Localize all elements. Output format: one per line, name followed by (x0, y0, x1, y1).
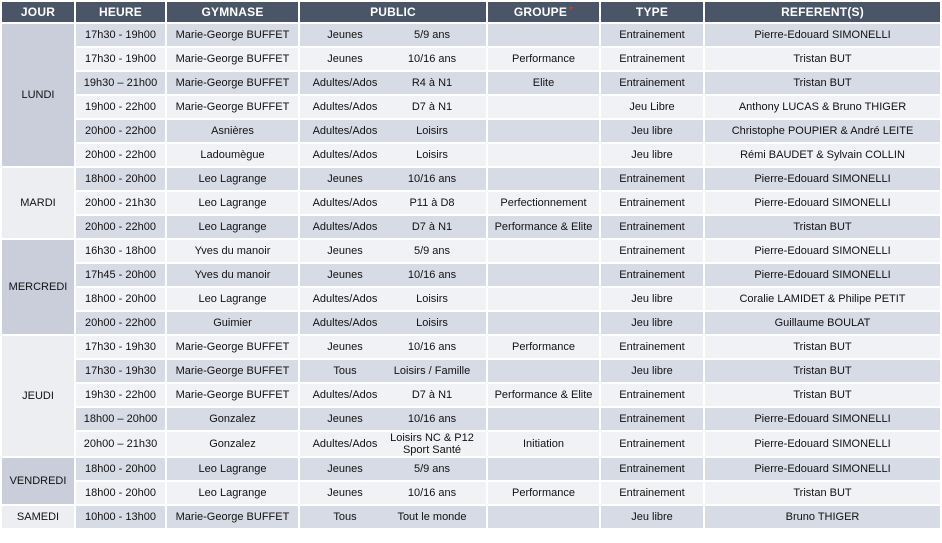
type-cell: Entrainement (601, 192, 703, 214)
groupe-cell (488, 312, 599, 334)
referents-cell: Pierre-Edouard SIMONELLI (705, 432, 940, 456)
public-cell (300, 192, 486, 214)
groupe-cell: Performance (488, 336, 599, 358)
type-cell: Jeu libre (601, 144, 703, 166)
groupe-cell (488, 288, 599, 310)
referents-cell: Tristan BUT (705, 384, 940, 406)
public-level: P11 à D8 (409, 197, 455, 209)
table-row (2, 458, 940, 480)
public-cell (300, 168, 486, 190)
public-cell-wrap (302, 120, 484, 142)
gymnase-cell: Marie-George BUFFET (167, 506, 298, 528)
header-jour: JOUR (2, 2, 74, 22)
type-cell: Entrainement (601, 216, 703, 238)
public-level: 5/9 ans (413, 245, 451, 257)
groupe-cell: Perfectionnement (488, 192, 599, 214)
public-cell (300, 408, 486, 430)
heure-cell: 17h30 - 19h00 (76, 48, 165, 70)
public-cell-wrap (302, 384, 484, 406)
table-row (2, 506, 940, 528)
type-cell: Entrainement (601, 458, 703, 480)
groupe-cell (488, 240, 599, 262)
referents-cell: Pierre-Edouard SIMONELLI (705, 192, 940, 214)
gymnase-cell: Marie-George BUFFET (167, 24, 298, 46)
header-groupe-label: GROUPE (513, 5, 568, 19)
gymnase-cell: Leo Lagrange (167, 458, 298, 480)
table-row (2, 168, 940, 190)
header-gymnase: GYMNASE (167, 2, 298, 22)
public-cell-wrap (302, 216, 484, 238)
public-cell (300, 240, 486, 262)
groupe-footnote-mark: * (569, 5, 574, 16)
day-cell: MARDI (2, 168, 74, 238)
table-row (2, 48, 940, 70)
referents-cell: Anthony LUCAS & Bruno THIGER (705, 96, 940, 118)
heure-cell: 17h30 - 19h00 (76, 24, 165, 46)
type-cell: Entrainement (601, 408, 703, 430)
table-row (2, 120, 940, 142)
groupe-cell: Performance (488, 482, 599, 504)
referents-cell: Pierre-Edouard SIMONELLI (705, 168, 940, 190)
groupe-cell (488, 506, 599, 528)
type-cell: Entrainement (601, 384, 703, 406)
groupe-cell: Performance (488, 48, 599, 70)
gymnase-cell: Gonzalez (167, 432, 298, 456)
heure-cell: 17h45 - 20h00 (76, 264, 165, 286)
public-audience: Adultes/Ados (312, 389, 378, 401)
public-cell-wrap (302, 506, 484, 528)
groupe-cell: Elite (488, 72, 599, 94)
header-row (2, 2, 940, 22)
public-cell-wrap (302, 458, 484, 480)
gymnase-cell: Leo Lagrange (167, 168, 298, 190)
public-audience: Adultes/Ados (312, 221, 378, 233)
public-audience: Jeunes (327, 413, 363, 425)
gymnase-cell: Leo Lagrange (167, 216, 298, 238)
groupe-cell (488, 458, 599, 480)
type-cell: Jeu libre (601, 312, 703, 334)
public-cell-wrap (302, 96, 484, 118)
public-cell-wrap (302, 360, 484, 382)
gymnase-cell: Asnières (167, 120, 298, 142)
public-level: D7 à N1 (411, 221, 453, 233)
public-audience: Adultes/Ados (312, 438, 378, 450)
referents-cell: Rémi BAUDET & Sylvain COLLIN (705, 144, 940, 166)
public-cell (300, 264, 486, 286)
referents-cell: Christophe POUPIER & André LEITE (705, 120, 940, 142)
public-level: Tout le monde (397, 511, 467, 523)
public-audience: Jeunes (327, 269, 363, 281)
heure-cell: 18h00 – 20h00 (76, 408, 165, 430)
heure-cell: 20h00 - 21h30 (76, 192, 165, 214)
table-row (2, 96, 940, 118)
public-cell (300, 72, 486, 94)
public-cell-wrap (302, 72, 484, 94)
header-groupe (488, 2, 599, 22)
groupe-cell (488, 24, 599, 46)
day-cell: JEUDI (2, 336, 74, 456)
public-audience: Adultes/Ados (312, 77, 378, 89)
gymnase-cell: Marie-George BUFFET (167, 48, 298, 70)
public-cell (300, 48, 486, 70)
heure-cell: 16h30 - 18h00 (76, 240, 165, 262)
public-level: Loisirs (416, 293, 448, 305)
public-cell (300, 120, 486, 142)
public-audience: Jeunes (327, 53, 363, 65)
type-cell: Entrainement (601, 240, 703, 262)
referents-cell: Pierre-Edouard SIMONELLI (705, 24, 940, 46)
public-cell-wrap (302, 288, 484, 310)
public-level: 10/16 ans (407, 341, 457, 353)
day-cell: SAMEDI (2, 506, 74, 528)
referents-cell: Guillaume BOULAT (705, 312, 940, 334)
groupe-cell (488, 168, 599, 190)
referents-cell: Tristan BUT (705, 48, 940, 70)
public-cell-wrap (302, 408, 484, 430)
heure-cell: 18h00 - 20h00 (76, 482, 165, 504)
public-level: Loisirs NC & P12 Sport Santé (390, 432, 474, 456)
referents-cell: Tristan BUT (705, 360, 940, 382)
type-cell: Entrainement (601, 482, 703, 504)
public-cell (300, 144, 486, 166)
heure-cell: 18h00 - 20h00 (76, 168, 165, 190)
gymnase-cell: Marie-George BUFFET (167, 360, 298, 382)
public-audience: Jeunes (327, 245, 363, 257)
public-cell (300, 506, 486, 528)
type-cell: Entrainement (601, 48, 703, 70)
public-level: 10/16 ans (407, 53, 457, 65)
table-row (2, 336, 940, 358)
groupe-cell (488, 408, 599, 430)
gymnase-cell: Gonzalez (167, 408, 298, 430)
type-cell: Jeu Libre (601, 96, 703, 118)
heure-cell: 20h00 - 22h00 (76, 144, 165, 166)
public-level: 10/16 ans (407, 487, 457, 499)
public-audience: Jeunes (327, 341, 363, 353)
heure-cell: 19h30 – 21h00 (76, 72, 165, 94)
heure-cell: 19h00 - 22h00 (76, 96, 165, 118)
gymnase-cell: Yves du manoir (167, 240, 298, 262)
public-level: Loisirs (416, 317, 448, 329)
public-cell (300, 458, 486, 480)
gymnase-cell: Leo Lagrange (167, 192, 298, 214)
public-cell (300, 384, 486, 406)
referents-cell: Tristan BUT (705, 72, 940, 94)
public-level: R4 à N1 (411, 77, 453, 89)
public-level: Loisirs (416, 149, 448, 161)
referents-cell: Tristan BUT (705, 482, 940, 504)
table-row (2, 482, 940, 504)
public-cell (300, 288, 486, 310)
type-cell: Jeu libre (601, 506, 703, 528)
groupe-cell: Performance & Elite (488, 384, 599, 406)
gymnase-cell: Yves du manoir (167, 264, 298, 286)
groupe-cell (488, 96, 599, 118)
public-level: 5/9 ans (413, 463, 451, 475)
type-cell: Entrainement (601, 168, 703, 190)
table-row (2, 264, 940, 286)
public-cell-wrap (302, 312, 484, 334)
groupe-cell: Performance & Elite (488, 216, 599, 238)
type-cell: Entrainement (601, 432, 703, 456)
public-cell (300, 482, 486, 504)
public-cell-wrap (302, 432, 484, 456)
public-audience: Jeunes (327, 463, 363, 475)
heure-cell: 18h00 - 20h00 (76, 288, 165, 310)
public-audience: Jeunes (327, 29, 363, 41)
gymnase-cell: Ladoumègue (167, 144, 298, 166)
type-cell: Entrainement (601, 336, 703, 358)
public-cell-wrap (302, 168, 484, 190)
day-cell: MERCREDI (2, 240, 74, 334)
groupe-cell (488, 360, 599, 382)
public-audience: Tous (333, 365, 357, 377)
public-audience: Jeunes (327, 173, 363, 185)
public-level: 5/9 ans (413, 29, 451, 41)
table-row (2, 312, 940, 334)
groupe-cell (488, 144, 599, 166)
public-level: 10/16 ans (407, 173, 457, 185)
referents-cell: Pierre-Edouard SIMONELLI (705, 240, 940, 262)
referents-cell: Tristan BUT (705, 216, 940, 238)
public-audience: Adultes/Ados (312, 101, 378, 113)
table-row (2, 72, 940, 94)
public-cell (300, 432, 486, 456)
groupe-cell (488, 264, 599, 286)
table-row (2, 144, 940, 166)
public-audience: Adultes/Ados (312, 197, 378, 209)
referents-cell: Pierre-Edouard SIMONELLI (705, 264, 940, 286)
heure-cell: 10h00 - 13h00 (76, 506, 165, 528)
header-referents: REFERENT(S) (705, 2, 940, 22)
type-cell: Jeu libre (601, 360, 703, 382)
type-cell: Jeu libre (601, 120, 703, 142)
public-cell-wrap (302, 240, 484, 262)
day-cell: LUNDI (2, 24, 74, 166)
public-cell-wrap (302, 144, 484, 166)
gymnase-cell: Leo Lagrange (167, 482, 298, 504)
heure-cell: 20h00 - 22h00 (76, 312, 165, 334)
heure-cell: 17h30 - 19h30 (76, 360, 165, 382)
groupe-cell: Initiation (488, 432, 599, 456)
public-cell-wrap (302, 48, 484, 70)
public-audience: Adultes/Ados (312, 317, 378, 329)
table-row (2, 432, 940, 456)
day-cell: VENDREDI (2, 458, 74, 504)
public-cell-wrap (302, 264, 484, 286)
header-heure: HEURE (76, 2, 165, 22)
schedule-body (2, 24, 940, 528)
public-level: D7 à N1 (411, 389, 453, 401)
public-level: 10/16 ans (407, 413, 457, 425)
table-row (2, 360, 940, 382)
public-audience: Adultes/Ados (312, 293, 378, 305)
public-cell (300, 24, 486, 46)
public-audience: Adultes/Ados (312, 125, 378, 137)
public-level: 10/16 ans (407, 269, 457, 281)
heure-cell: 20h00 - 22h00 (76, 120, 165, 142)
table-row (2, 216, 940, 238)
public-cell (300, 336, 486, 358)
heure-cell: 19h30 - 22h00 (76, 384, 165, 406)
type-cell: Entrainement (601, 264, 703, 286)
table-row (2, 384, 940, 406)
table-row (2, 192, 940, 214)
public-cell (300, 96, 486, 118)
table-row (2, 288, 940, 310)
table-row (2, 408, 940, 430)
public-cell (300, 312, 486, 334)
referents-cell: Pierre-Edouard SIMONELLI (705, 408, 940, 430)
gymnase-cell: Marie-George BUFFET (167, 72, 298, 94)
public-level: Loisirs (416, 125, 448, 137)
referents-cell: Coralie LAMIDET & Philipe PETIT (705, 288, 940, 310)
gymnase-cell: Marie-George BUFFET (167, 336, 298, 358)
gymnase-cell: Guimier (167, 312, 298, 334)
header-type: TYPE (601, 2, 703, 22)
public-cell (300, 360, 486, 382)
heure-cell: 20h00 – 21h30 (76, 432, 165, 456)
table-row (2, 240, 940, 262)
type-cell: Entrainement (601, 72, 703, 94)
groupe-cell (488, 120, 599, 142)
public-audience: Tous (333, 511, 357, 523)
public-level: D7 à N1 (411, 101, 453, 113)
public-audience: Jeunes (327, 487, 363, 499)
referents-cell: Tristan BUT (705, 336, 940, 358)
header-public: PUBLIC (300, 2, 486, 22)
heure-cell: 20h00 - 22h00 (76, 216, 165, 238)
gymnase-cell: Leo Lagrange (167, 288, 298, 310)
public-cell (300, 216, 486, 238)
public-audience: Adultes/Ados (312, 149, 378, 161)
public-cell-wrap (302, 192, 484, 214)
public-cell-wrap (302, 336, 484, 358)
table-row (2, 24, 940, 46)
gymnase-cell: Marie-George BUFFET (167, 96, 298, 118)
gymnase-cell: Marie-George BUFFET (167, 384, 298, 406)
public-level: Loisirs / Famille (393, 365, 471, 377)
referents-cell: Pierre-Edouard SIMONELLI (705, 458, 940, 480)
public-cell-wrap (302, 24, 484, 46)
heure-cell: 17h30 - 19h30 (76, 336, 165, 358)
type-cell: Entrainement (601, 24, 703, 46)
public-cell-wrap (302, 482, 484, 504)
type-cell: Jeu libre (601, 288, 703, 310)
referents-cell: Bruno THIGER (705, 506, 940, 528)
heure-cell: 18h00 - 20h00 (76, 458, 165, 480)
